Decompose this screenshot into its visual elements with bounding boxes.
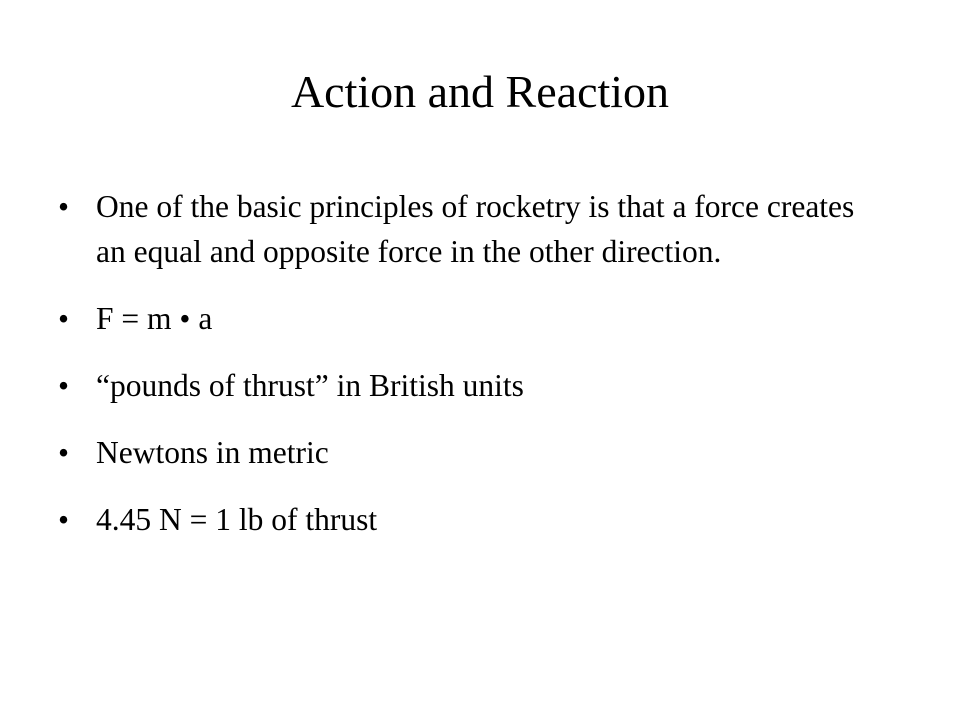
- bullet-item: [58, 497, 888, 542]
- bullet-item: [58, 296, 888, 341]
- bullet-icon: •: [58, 368, 70, 403]
- bullet-text: Newtons in metric: [96, 435, 329, 470]
- bullet-icon: •: [58, 301, 70, 336]
- bullet-item: [58, 430, 888, 475]
- bullet-text: 4.45 N = 1 lb of thrust: [96, 502, 378, 537]
- bullet-icon: •: [58, 189, 70, 224]
- bullet-item: [58, 363, 888, 408]
- bullet-icon: •: [58, 502, 70, 537]
- slide-title: Action and Reaction: [290, 66, 670, 117]
- bullet-item: [58, 184, 888, 274]
- bullet-text: One of the basic principles of rocketry is that a force creates an equal and opposite force in the other direction.: [96, 189, 855, 269]
- bullet-list: [58, 184, 888, 564]
- bullet-text: F = m • a: [96, 301, 213, 336]
- bullet-text: “pounds of thrust” in British units: [96, 368, 524, 403]
- bullet-icon: •: [58, 435, 70, 470]
